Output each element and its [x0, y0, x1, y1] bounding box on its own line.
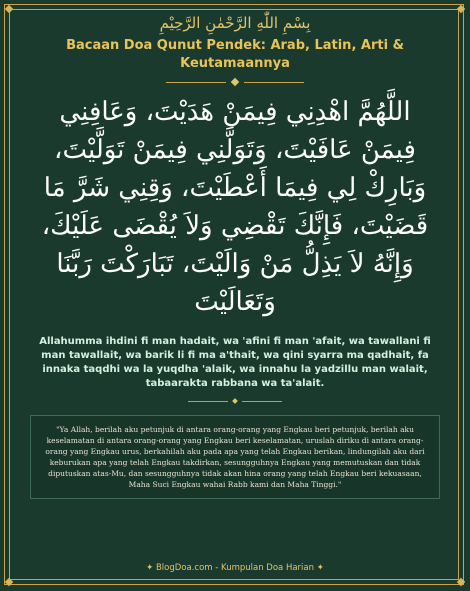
arabic-prayer-text: اللَّهُمَّ اهْدِنِي فِيمَنْ هَدَيْتَ، وَعَافِنِي فِيمَنْ عَافَيْتَ، وَتَوَلَّنِي فِيمَنْ تَوَلَّيْتَ، وَبَارِكْ لِي فِيمَا أَعْطَيْتَ، وَقِنِي شَرَّ مَا قَضَيْتَ، فَإِنَّكَ تَقْضِي وَلاَ يُقْضَى عَلَيْكَ، وَإِنَّهُ لاَ يَذِلُّ مَنْ وَالَيْتَ، تَبَارَكْتَ رَبَّنَا وَتَعَالَيْتَ: [41, 97, 429, 317]
page-title: Bacaan Doa Qunut Pendek: Arab, Latin, Arti & Keutamaannya: [66, 38, 404, 71]
divider-line: [188, 401, 228, 402]
section-divider: [20, 399, 450, 403]
diamond-icon: [231, 78, 239, 86]
divider-line: [244, 82, 304, 83]
basmalah: بِسْمِ اللّٰهِ الرَّحْمٰنِ الرَّحِيْمِ: [159, 14, 311, 32]
divider-line: [242, 401, 282, 402]
latin-transliteration: Allahumma ihdini fi man hadait, wa 'afini fi man 'afait, wa tawallani fi man tawallait, wa barik li fi ma a'thait, wa qini syarra ma qadhait, fa innaka taqdhi wa la yuqdha 'alaik, wa innahu la yadzillu man walait, tabaarakta rabbana wa ta'alait.: [39, 336, 431, 389]
footer-text: BlogDoa.com - Kumpulan Doa Harian: [155, 563, 315, 573]
footer: [0, 563, 470, 573]
divider-line: [166, 82, 226, 83]
meaning-text: "Ya Allah, berilah aku petunjuk di antara orang-orang yang Engkau beri petunjuk, berilah aku keselamatan di antara orang-orang yang Engkau beri keselamatan, uruslah diriku di antara orang-orang yang Engkau urus, berkahilah aku pada apa yang telah Engkau berikan, lindungilah aku dari keburukan apa yang telah Engkau takdirkan, sesungguhnya Engkau yang memutuskan dan tidak diputuskan atas-Mu, dan sesungguhnya tidak akan hina orang yang telah Engkau beri kekuasaan, Maha Suci Engkau wahai Rabb kami dan Maha Tinggi.": [30, 415, 440, 499]
title-divider: [20, 79, 450, 85]
star-icon: ✦: [146, 563, 154, 573]
main-content: [20, 10, 450, 499]
diamond-icon: [232, 398, 238, 404]
star-icon: ✦: [316, 563, 324, 573]
